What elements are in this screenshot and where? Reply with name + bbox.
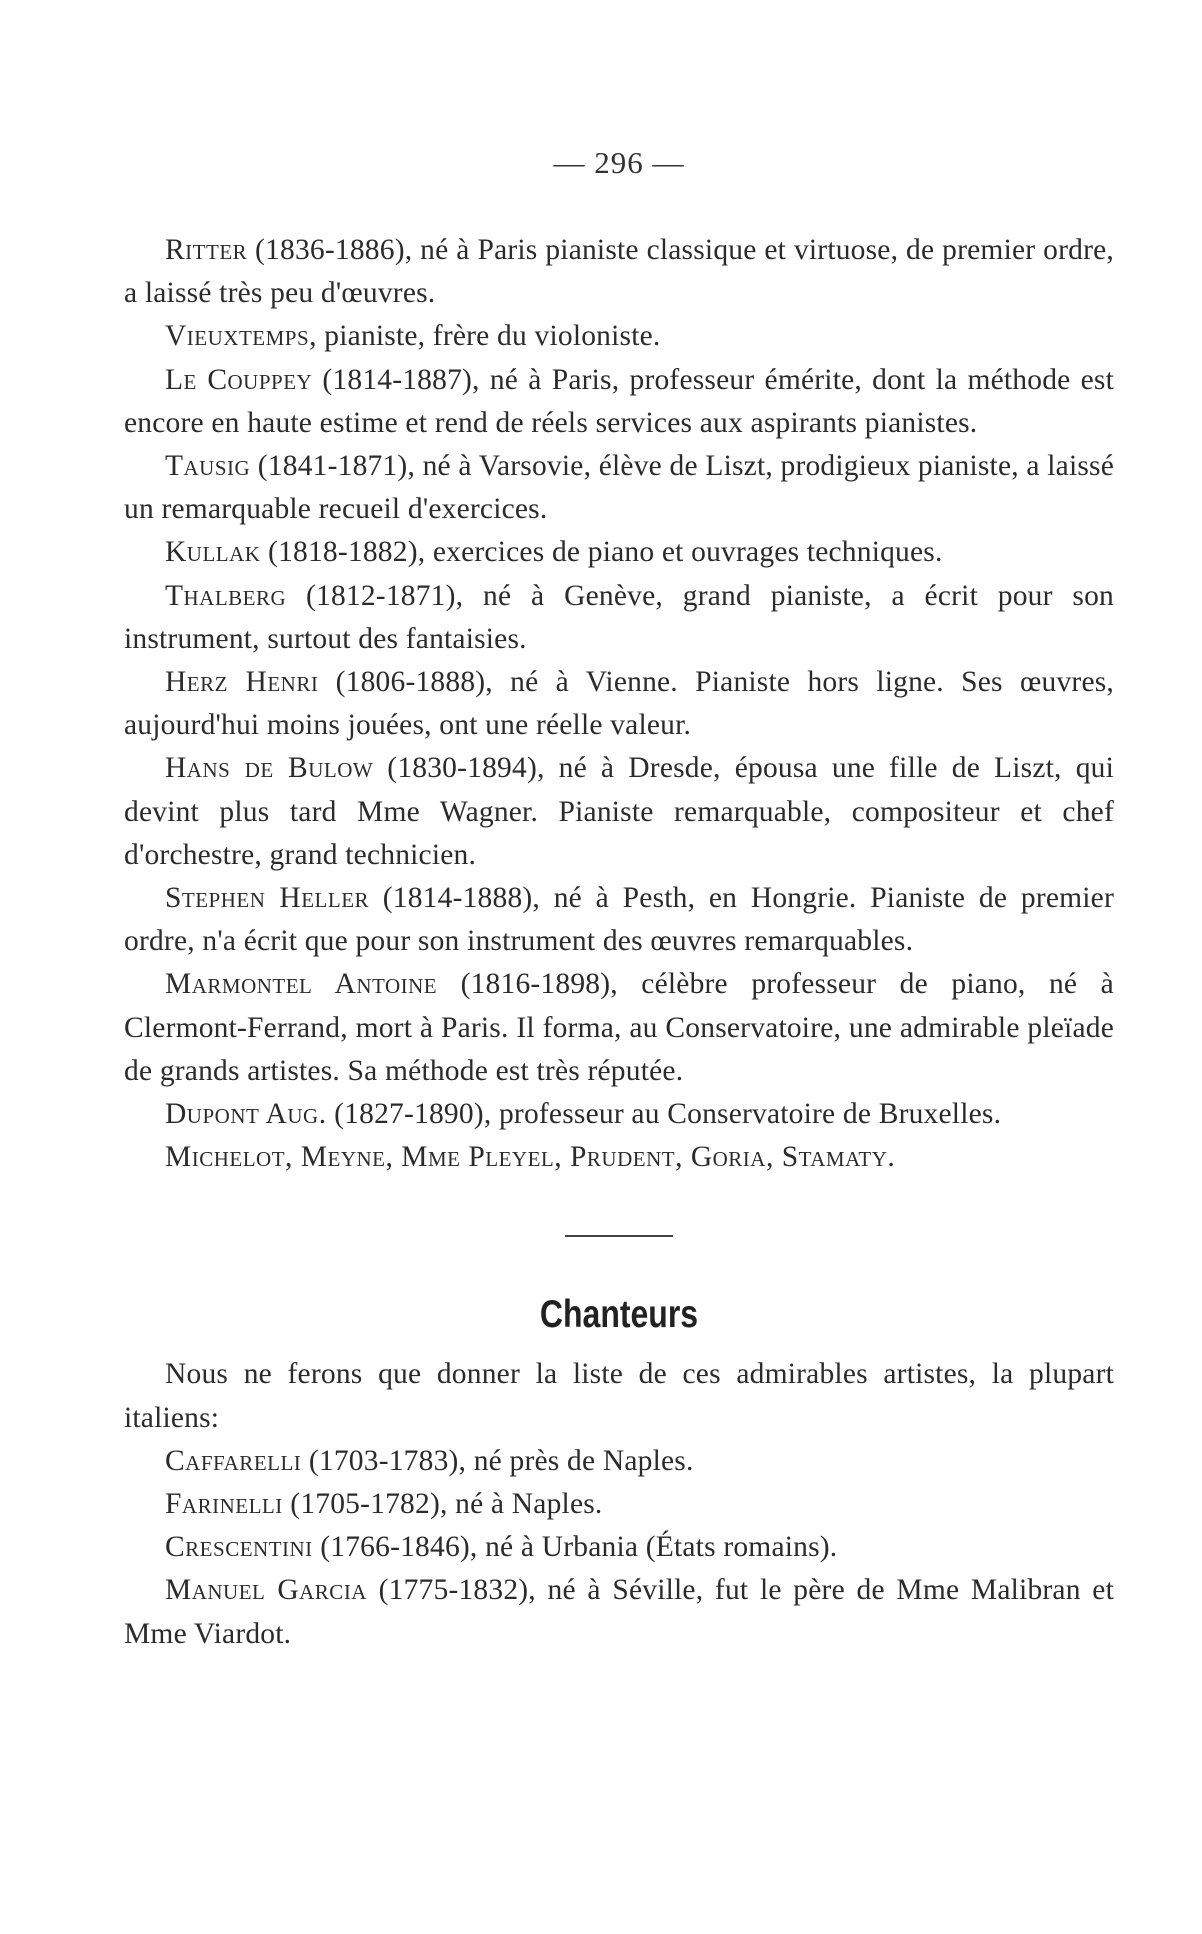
entry-kullak: [124, 531, 1114, 574]
entry-marmontel: [124, 963, 1114, 1093]
entry-name: Caffarelli: [165, 1444, 302, 1477]
entry-name: Kullak: [165, 536, 261, 569]
pianist-list: [124, 229, 1114, 1179]
entry-text: (1818-1882), exercices de piano et ouvrages techniques.: [260, 536, 943, 569]
entry-stephen-heller: [124, 877, 1114, 963]
entry-text: (1841-1871), né à Varsovie, élève de Liszt, prodigieux pianiste, a laissé un remarquable recueil d'exercices.: [124, 450, 1114, 526]
entry-others: [124, 1136, 1114, 1179]
entry-name: Stephen Heller: [165, 882, 370, 915]
entry-farinelli: [124, 1483, 1114, 1526]
entry-text: , pianiste, frère du violoniste.: [309, 320, 661, 353]
entry-text: (1806-1888), né à Vienne. Pianiste hors ligne. Ses œuvres, aujourd'hui moins jouées, ont une réelle valeur.: [124, 666, 1114, 742]
entry-manuel-garcia: [124, 1569, 1114, 1655]
entry-text: (1703-1783), né près de Naples.: [301, 1444, 694, 1477]
entry-text: (1830-1894), né à Dresde, épousa une fille de Liszt, qui devint plus tard Mme Wagner. Pianiste remarquable, compositeur et chef d'orchestre, grand technicien.: [124, 752, 1114, 871]
section-title: Chanteurs: [539, 1293, 699, 1337]
section-divider: [565, 1235, 673, 1237]
entry-caffarelli: [124, 1440, 1114, 1483]
entry-text: (1814-1888), né à Pesth, en Hongrie. Pianiste de premier ordre, n'a écrit que pour son instrument des œuvres remarquables.: [124, 882, 1114, 958]
entry-dupont: [124, 1093, 1114, 1136]
entry-text: (1812-1871), né à Genève, grand pianiste, a écrit pour son instrument, surtout des fantaisies.: [124, 579, 1114, 655]
entry-name: Thalberg: [165, 579, 287, 612]
entry-name: Michelot, Meyne, Mme Pleyel, Prudent, Goria, Stamaty.: [165, 1141, 896, 1174]
entry-text: (1816-1898), célèbre professeur de piano, né à Clermont-Ferrand, mort à Paris. Il forma, au Conservatoire, une admirable pleïade de grands artistes. Sa méthode est très réputée.: [124, 968, 1114, 1087]
entry-vieuxtemps: [124, 315, 1114, 358]
entry-tausig: [124, 445, 1114, 531]
entry-crescentini: [124, 1526, 1114, 1569]
entry-name: Vieuxtemps: [165, 320, 310, 353]
entry-name: Manuel Garcia: [165, 1574, 367, 1607]
entry-name: Herz Henri: [165, 666, 319, 699]
entry-text: (1814-1887), né à Paris, professeur émérite, dont la méthode est encore en haute estime et rend de réels services aux aspirants pianistes.: [124, 363, 1114, 439]
entry-thalberg: [124, 575, 1114, 661]
section-intro: Nous ne ferons que donner la liste de ces admirables artistes, la plupart italiens:: [124, 1358, 1114, 1434]
entry-text: (1766-1846), né à Urbania (États romains).: [312, 1531, 838, 1564]
page-number: — 296 —: [553, 145, 685, 180]
entry-name: Farinelli: [165, 1488, 283, 1521]
entry-name: Ritter: [165, 234, 248, 266]
entry-name: Le Couppey: [165, 363, 313, 396]
entry-herz-henri: [124, 661, 1114, 747]
entry-text: (1705-1782), né à Naples.: [282, 1488, 603, 1521]
singer-list: [124, 1440, 1114, 1656]
entry-le-couppey: [124, 359, 1114, 445]
entry-text: (1775-1832), né à Séville, fut le père de Mme Malibran et Mme Viardot.: [124, 1574, 1115, 1650]
entry-ritter: [124, 229, 1114, 315]
entry-name: Crescentini: [165, 1531, 313, 1564]
entry-name: Dupont Aug.: [165, 1098, 327, 1131]
entry-hans-de-bulow: [124, 747, 1114, 877]
entry-name: Hans de Bulow: [165, 752, 374, 785]
entry-text: (1827-1890), professeur au Conservatoire de Bruxelles.: [326, 1098, 1002, 1131]
entry-name: Tausig: [165, 450, 251, 483]
entry-text: (1836-1886), né à Paris pianiste classique et virtuose, de premier ordre, a laissé très peu d'œuvres.: [124, 234, 1114, 310]
entry-name: Marmontel Antoine: [165, 968, 438, 1001]
